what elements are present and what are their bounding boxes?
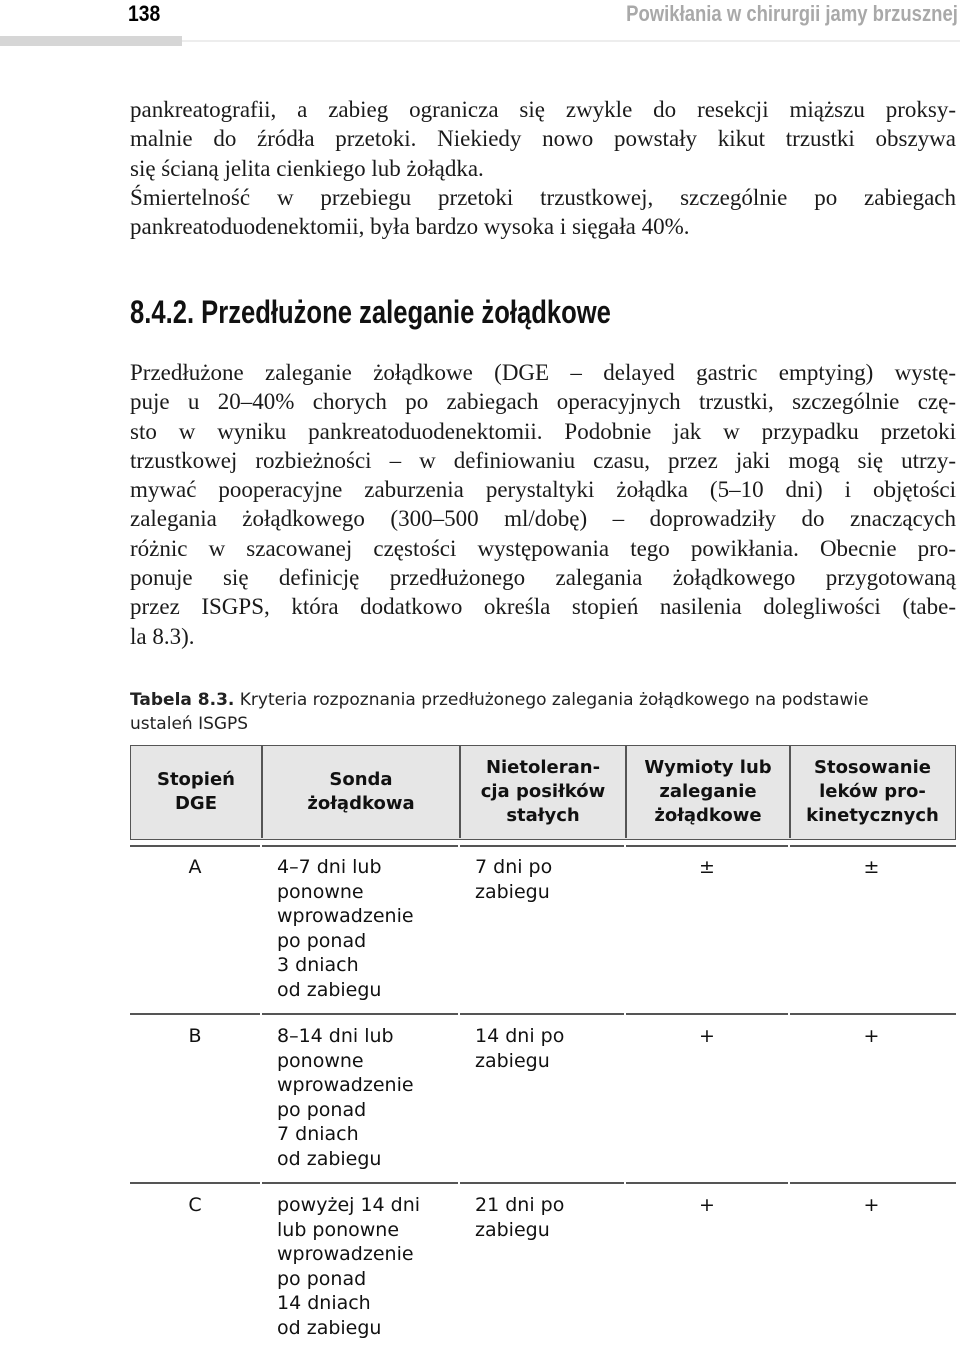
row-rule <box>790 845 956 847</box>
row-rule <box>460 1182 624 1184</box>
text-line: Śmiertelność w przebiegu przetoki trzustkowej, szczególnie po zabiegach <box>130 184 956 210</box>
running-title: Powikłania w chirurgii jamy brzusznej <box>626 1 958 26</box>
row-rule <box>460 845 624 847</box>
table-cell-grade: B <box>188 1025 202 1047</box>
caption-text: Kryteria rozpoznania przedłużonego zalegania żołądkowego na podstawie <box>234 690 869 710</box>
row-rule <box>262 845 458 847</box>
text-line: malnie do źródła przetoki. Niekiedy nowo powstały kikut trzustki obszywa <box>130 126 956 152</box>
text-line: się ścianą jelita cienkiego lub żołądka. <box>130 155 484 181</box>
caption-text-line2: ustaleń ISGPS <box>130 714 249 734</box>
row-rule <box>130 1013 260 1015</box>
table-cell-prokinetics: + <box>863 1025 880 1047</box>
table-cell-intolerance: 14 dni po zabiegu <box>475 1025 565 1072</box>
row-rule <box>626 1013 788 1015</box>
row-rule <box>130 1182 260 1184</box>
table-header-row <box>130 745 956 840</box>
page-number: 138 <box>128 1 161 26</box>
section-heading: 8.4.2. Przedłużone zaleganie żołądkowe <box>130 294 611 330</box>
row-rule <box>626 1182 788 1184</box>
table-cell-prokinetics: + <box>863 1194 880 1216</box>
table-cell-tube: 4–7 dni lub ponowne wprowadzenie po ponad 3 dniach od zabiegu <box>277 856 414 1001</box>
row-rule <box>262 1013 458 1015</box>
row-rule <box>626 845 788 847</box>
table-cell-vomiting: + <box>699 1025 715 1047</box>
text-line: puje u 20–40% chorych po zabiegach operacyjnych trzustki, szczególnie czę- <box>130 389 956 415</box>
table-cell-vomiting: + <box>699 1194 715 1216</box>
intro-paragraph <box>130 95 956 241</box>
table-cell-intolerance: 21 dni po zabiegu <box>475 1194 565 1241</box>
text-line: zalegania żołądkowego (300–500 ml/dobę) – doprowadziły do znaczących <box>130 506 956 532</box>
column-header-prokinetics: Stosowanie leków pro- kinetycznych <box>806 757 939 826</box>
criteria-table <box>130 745 956 1352</box>
header-rule <box>0 36 182 46</box>
header-rule-thin <box>182 40 960 42</box>
text-line: sto w wyniku pankreatoduodenektomii. Podobnie jak w przypadku przetoki <box>130 418 956 444</box>
column-header-vomiting: Wymioty lub zaleganie żołądkowe <box>644 757 772 826</box>
text-line: la 8.3). <box>130 623 195 649</box>
text-line: ponuje się definicję przedłużonego zalegania żołądkowego przygotowaną <box>130 565 956 591</box>
row-rule <box>790 1182 956 1184</box>
text-line: trzustkowej rozbieżności – w definiowaniu czasu, przez jaki mogą się utrzy- <box>130 447 956 473</box>
row-rule <box>262 1182 458 1184</box>
column-header-intolerance: Nietoleran- cja posiłków stałych <box>480 757 606 826</box>
row-rule <box>130 845 260 847</box>
table-caption <box>130 688 956 736</box>
caption-label: Tabela 8.3. <box>130 690 235 710</box>
table-cell-intolerance: 7 dni po zabiegu <box>475 856 553 903</box>
text-line: pankreatografii, a zabieg ogranicza się zwykle do resekcji miąższu proksy- <box>130 97 956 122</box>
table-cell-grade: C <box>188 1194 202 1216</box>
table-cell-vomiting: ± <box>699 856 715 878</box>
text-line: pankreatoduodenektomii, była bardzo wysoka i sięgała 40%. <box>130 214 690 240</box>
text-line: różnic w szacowanej częstości występowania tego powikłania. Obecnie pro- <box>130 535 956 561</box>
text-line: mywać pooperacyjne zaburzenia perystaltyki żołądka (5–10 dni) i objętości <box>130 477 956 503</box>
page-header <box>0 0 960 44</box>
table-cell-grade: A <box>188 856 202 878</box>
column-header-grade: Stopień DGE <box>156 769 235 814</box>
table-cell-tube: 8–14 dni lub ponowne wprowadzenie po ponad 7 dniach od zabiegu <box>277 1025 414 1170</box>
table-cell-prokinetics: ± <box>863 856 880 878</box>
table-cell-tube: powyżej 14 dni lub ponowne wprowadzenie po ponad 14 dniach od zabiegu <box>277 1194 421 1339</box>
column-header-tube: Sonda żołądkowa <box>307 769 415 814</box>
text-line: przez ISGPS, która dodatkowo określa stopień nasilenia dolegliwości (tabe- <box>130 594 956 620</box>
text-line: Przedłużone zaleganie żołądkowe (DGE – delayed gastric emptying) wystę- <box>130 360 956 385</box>
section-paragraph <box>130 358 956 651</box>
row-rule <box>460 1013 624 1015</box>
row-rule <box>790 1013 956 1015</box>
